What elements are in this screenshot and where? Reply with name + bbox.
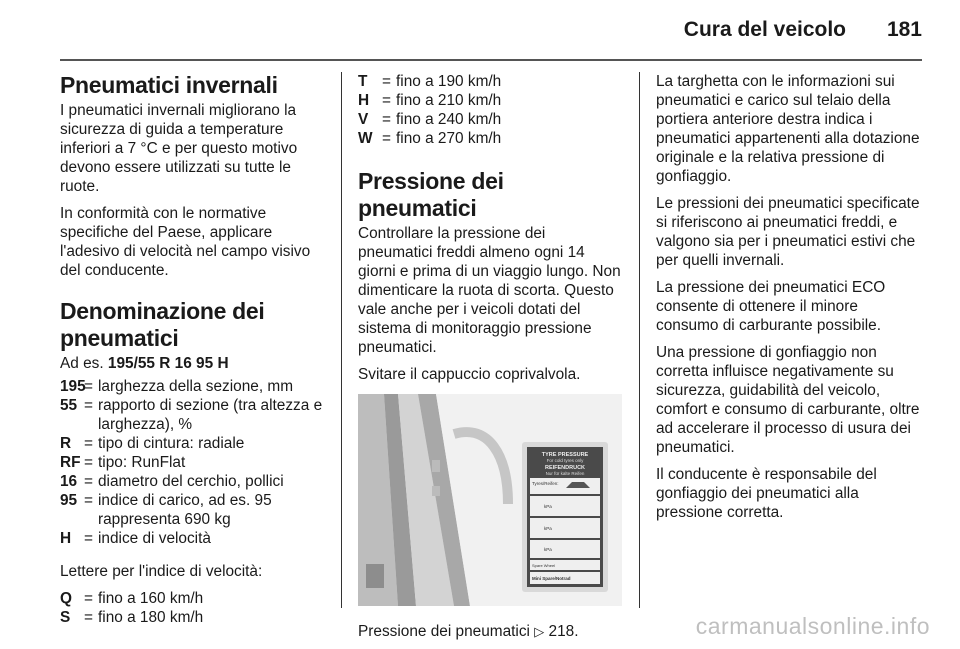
paragraph: I pneumatici invernali migliorano la sicurezza di guida a temperature inferiori a 7 °C e per questo motivo devono essere utilizzati su tutte le ruote. <box>60 102 298 195</box>
column-right <box>656 72 924 530</box>
definition-key: 95 <box>60 492 78 509</box>
equals-sign: = <box>84 492 93 509</box>
definition-list <box>60 377 326 548</box>
caption-page-ref[interactable]: 218. <box>548 623 579 640</box>
label-line: Spare Wheel <box>532 563 556 568</box>
equals-sign: = <box>84 609 93 626</box>
paragraph: Il conducente è responsabile del gonfiaggio dei pneumatici alla pressione corretta. <box>656 466 877 521</box>
definition-value: fino a 210 km/h <box>396 92 502 109</box>
definition-key: 195 <box>60 378 86 395</box>
equals-sign: = <box>84 378 93 395</box>
definition-key: W <box>358 130 373 147</box>
equals-sign: = <box>84 530 93 547</box>
heading-tyre-designation: Denominazione dei pneumatici <box>60 298 265 351</box>
tyre-pressure-label-photo <box>358 394 622 606</box>
paragraph: La pressione dei pneumatici ECO consente di ottenere il minore consumo di carburante possibile. <box>656 279 886 334</box>
equals-sign: = <box>382 73 391 90</box>
speed-index-list <box>358 72 622 148</box>
definition-value: larghezza della sezione, mm <box>98 378 294 395</box>
label-line: kPa <box>544 526 552 531</box>
equals-sign: = <box>382 92 391 109</box>
definition-key: Q <box>60 590 72 607</box>
definition-key: S <box>60 609 71 626</box>
label-line: REIFENDRUCK <box>544 465 586 471</box>
definition-key: V <box>358 111 369 128</box>
equals-sign: = <box>84 454 93 471</box>
label-line: kPa <box>544 547 552 552</box>
label-line: Tyres/Reifen: <box>532 481 559 486</box>
section-title: Cura del veicolo <box>683 18 846 41</box>
definition-value: tipo: RunFlat <box>98 454 186 471</box>
definition-key: T <box>358 73 368 90</box>
heading-tyre-pressure: Pressione dei pneumatici <box>358 168 504 221</box>
definition-key: H <box>358 92 370 109</box>
equals-sign: = <box>84 590 93 607</box>
paragraph: In conformità con le normative specifiche del Paese, applicare l'adesivo di velocità nel campo visivo del conducente. <box>60 205 311 279</box>
definition-row <box>60 434 326 453</box>
definition-row <box>358 91 622 110</box>
example-code: 195/55 R 16 95 H <box>107 355 229 372</box>
definition-key: 16 <box>60 473 78 490</box>
definition-key: R <box>60 435 72 452</box>
definition-key: H <box>60 530 72 547</box>
caption-text: Pressione dei pneumatici <box>358 623 530 640</box>
page-reference-icon: ▷ <box>534 624 545 639</box>
page-number: 181 <box>886 18 922 41</box>
paragraph: Una pressione di gonfiaggio non corretta influisce negativamente su sicurezza, guidabilità del veicolo, comfort e consumo di carburante, oltre ad accelerare il processo di usura dei pneumatici. <box>656 344 920 456</box>
column-divider <box>639 72 640 608</box>
definition-row <box>60 491 326 529</box>
definition-value: fino a 160 km/h <box>98 590 204 607</box>
header-rule <box>60 59 922 61</box>
watermark: carmanualsonline.info <box>695 613 930 639</box>
column-divider <box>341 72 342 608</box>
definition-row <box>358 110 622 129</box>
definition-row <box>60 589 326 608</box>
definition-row <box>60 377 326 396</box>
definition-value: indice di velocità <box>98 530 211 547</box>
definition-row <box>60 453 326 472</box>
column-middle <box>358 72 622 649</box>
speed-index-list <box>60 589 326 627</box>
equals-sign: = <box>84 435 93 452</box>
definition-row <box>60 608 326 627</box>
page-header <box>60 14 922 58</box>
paragraph: Controllare la pressione dei pneumatici freddi almeno ogni 14 giorni e prima di un viaggio lungo. Non dimenticare la ruota di scorta. Questo vale anche per i veicoli dotati del sistema di monitoraggio pressione pneumatici. <box>358 225 621 356</box>
definition-row <box>60 529 326 548</box>
example-line <box>60 354 326 373</box>
label-line: kPa <box>544 504 552 509</box>
figure-caption <box>358 622 622 641</box>
paragraph: Svitare il cappuccio coprivalvola. <box>358 366 581 383</box>
definition-value: fino a 240 km/h <box>396 111 502 128</box>
definition-row <box>60 396 326 434</box>
equals-sign: = <box>382 111 391 128</box>
example-prefix: Ad es. <box>60 355 104 372</box>
definition-value: tipo di cintura: radiale <box>98 435 245 452</box>
heading-winter-tyres: Pneumatici invernali <box>60 72 278 98</box>
definition-value: indice di carico, ad es. 95 rappresenta 690 kg <box>98 492 272 528</box>
definition-key: 55 <box>60 397 78 414</box>
door-frame-illustration <box>358 394 622 606</box>
label-line: TYRE PRESSURE <box>541 452 589 458</box>
definition-value: fino a 270 km/h <box>396 130 502 147</box>
paragraph: Le pressioni dei pneumatici specificate si riferiscono ai pneumatici freddi, e valgono sia per i pneumatici estivi che per quelli invernali. <box>656 195 920 269</box>
equals-sign: = <box>382 130 391 147</box>
paragraph: La targhetta con le informazioni sui pneumatici e carico sul telaio della portiera anteriore destra indica i pneumatici appartenenti alla dotazione originale e la relativa pressione di gonfiaggio. <box>656 73 920 185</box>
equals-sign: = <box>84 397 93 414</box>
definition-row <box>358 129 622 148</box>
definition-value: diametro del cerchio, pollici <box>98 473 284 490</box>
definition-value: rapporto di sezione (tra altezza e larghezza), % <box>98 397 323 433</box>
label-line: Nur für kalte Reifen <box>545 471 585 476</box>
definition-key: RF <box>60 454 81 471</box>
column-left <box>60 72 326 631</box>
definition-value: fino a 190 km/h <box>396 73 502 90</box>
paragraph: Lettere per l'indice di velocità: <box>60 563 263 580</box>
label-line: Mini Spare/Notrad <box>532 576 571 581</box>
definition-row <box>358 72 622 91</box>
definition-row <box>60 472 326 491</box>
equals-sign: = <box>84 473 93 490</box>
definition-value: fino a 180 km/h <box>98 609 204 626</box>
label-line: For cold tyres only <box>546 458 584 463</box>
